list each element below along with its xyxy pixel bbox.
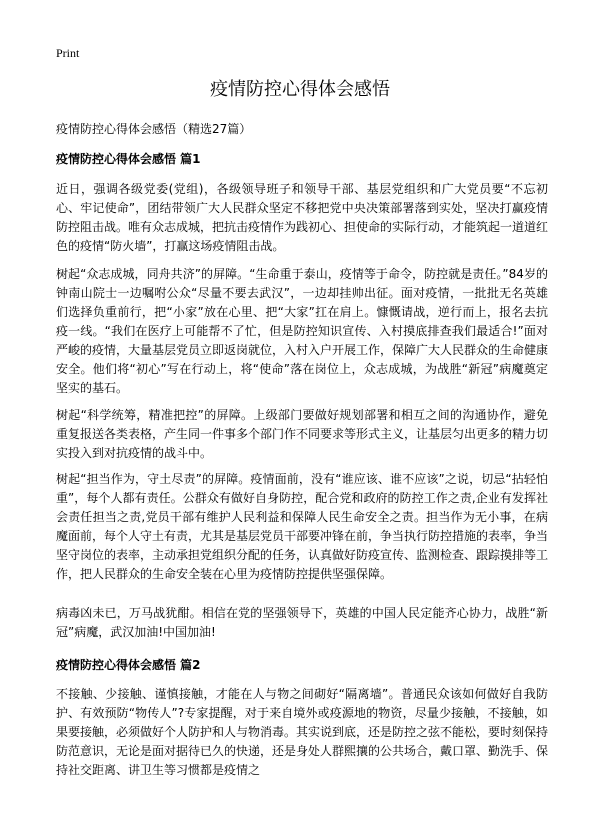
paragraph: 近日，强调各级党委(党组)，各级领导班子和领导干部、基层党组织和广大党员要“不忘初心、牢记使命”，团结带领广大人民群众坚定不移把党中央决策部署落到实处，坚决打赢疫情防控阻击战。唯有众志成城，把抗击疫情作为践初心、担使命的实际行动，才能筑起一道道红色的疫情“防火墙”，打赢这场疫情阻击战。 <box>56 182 549 253</box>
section-heading-1: 疫情防控心得体会感悟 篇1 <box>56 152 201 166</box>
page-title: 疫情防控心得体会感悟 <box>210 79 390 100</box>
print-label[interactable]: Print <box>56 46 80 60</box>
paragraph: 树起“科学统筹，精准把控”的屏障。上级部门要做好规划部署和相互之间的沟通协作，避免重复报送各类表格，产生同一件事多个部门作不同要求等形式主义，让基层匀出更多的精力切实投入到对抗疫情的战斗中。 <box>56 408 549 460</box>
section-heading-2: 疫情防控心得体会感悟 篇2 <box>56 658 201 672</box>
paragraph: 不接触、少接触、谨慎接触，才能在人与物之间砌好“隔离墙”。普通民众该如何做好自我防护、有效预防“物传人”?专家提醒，对于来自境外或疫源地的物资，尽量少接触，不接触，如果要接触，必须做好个人防护和人与物消毒。其实说到底，还是防控之弦不能松，要时刻保持防范意识，无论是面对据待已久的快递，还是身处人群熙攘的公共场合，戴口罩、勤洗手、保持社交距离、讲卫生等习惯都是疫情之 <box>56 687 549 777</box>
document-subtitle: 疫情防控心得体会感悟（精选27篇） <box>56 122 252 136</box>
paragraph: 树起“担当作为，守土尽责”的屏障。疫情面前，没有“谁应该、谁不应该”之说，切忌“拈轻怕重”，每个人都有责任。公群众有做好自身防控，配合党和政府的防控工作之责,企业有发挥社会责任担当之责,党员干部有维护人民利益和保障人民生命安全之责。担当作为无小事，在病魔面前，每个人守土有责，尤其是基层党员干部要冲锋在前，争当执行防控措施的表率，争当坚守岗位的表率，主动承担党组织分配的任务，认真做好防疫宣传、监测检查、跟踪摸排等工作，把人民群众的生命安全装在心里为疫情防控提供坚强保障。 <box>56 472 549 581</box>
paragraph: 树起“众志成城，同舟共济”的屏障。“生命重于泰山，疫情等于命令，防控就是责任。”84岁的钟南山院士一边嘱咐公众“尽量不要去武汉”，一边却挂帅出征。面对疫情，一批批无名英雄们选择负重前行，把“小家”放在心里、把“大家”扛在肩上。慷慨请战，逆行而上，报名去抗疫一线。“我们在医疗上可能帮不了忙，但是防控知识宣传、入村摸底排查我们最适合!”面对严峻的疫情，大量基层党员立即返岗就位，入村入户开展工作，保障广大人民群众的生命健康安全。他们将“初心”写在行动上，将“使命”落在岗位上，众志成城，为战胜“新冠”病魔奠定坚实的基石。 <box>56 267 549 395</box>
paragraph: 病毒凶未已，万马战犹酣。相信在党的坚强领导下，英雄的中国人民定能齐心协力，战胜“新冠”病魔，武汉加油!中国加油! <box>56 606 548 639</box>
